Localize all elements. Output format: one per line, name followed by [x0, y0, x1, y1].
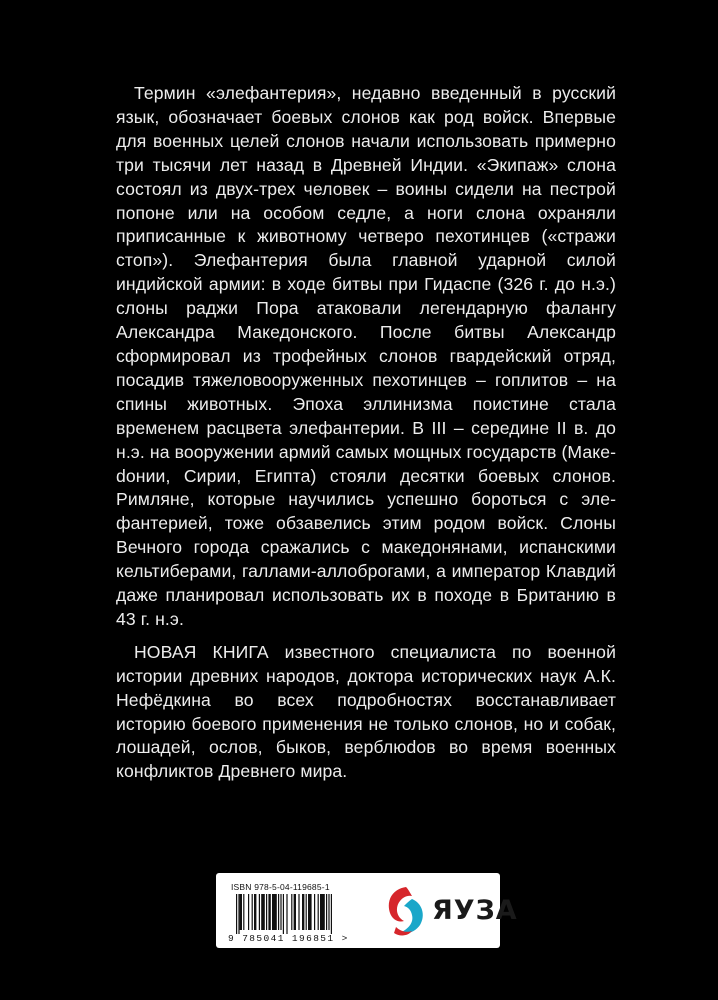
annotation-paragraph-2: НОВАЯ КНИГА известного специалиста по военной истории древних народов, доктора исторических наук А.К. Нефёдкина во всех подробностях восстанавливает историю боевого применения не только слонов, но и собак, лошадей, ослов, быков, верблюdов во время военных конфликтов Древнего мира.: [116, 641, 616, 782]
barcode-bar: [254, 894, 256, 930]
barcode-bar: [259, 894, 260, 930]
publisher-logo: [382, 883, 518, 939]
barcode-bar: [306, 894, 307, 930]
barcode-bar: [283, 894, 284, 934]
barcode-bar: [243, 894, 244, 930]
barcode-bar: [320, 894, 325, 930]
book-annotation: [116, 82, 616, 784]
barcode-bar: [294, 894, 296, 930]
barcode-bar: [318, 894, 319, 930]
barcode-bar: [331, 894, 332, 934]
barcode-bar: [248, 894, 249, 930]
barcode-bar: [272, 894, 277, 930]
barcode-bar: [261, 894, 265, 930]
barcode-bar: [266, 894, 267, 930]
barcode-bar: [240, 894, 242, 930]
barcode-bar: [252, 894, 253, 930]
barcode-digits: 9 785041 196851 >: [228, 933, 349, 944]
barcode-bar: [268, 894, 270, 930]
publisher-name: ЯУЗА: [432, 895, 518, 926]
barcode-bar: [308, 894, 312, 930]
isbn-label: ISBN 978-5-04-119685-1: [231, 882, 330, 892]
barcode-bar: [236, 894, 237, 934]
barcode-bar: [314, 894, 315, 930]
barcode-panel: [216, 873, 518, 948]
barcode-bar: [286, 894, 287, 934]
barcode-bar: [298, 894, 299, 930]
barcode-bar: [280, 894, 281, 930]
barcode-icon: [234, 894, 370, 934]
barcode-bar: [238, 894, 239, 934]
publisher-emblem-icon: [382, 883, 430, 939]
barcode-bar: [291, 894, 292, 930]
barcode-bar: [326, 894, 327, 930]
barcode-bar: [328, 894, 329, 930]
annotation-paragraph-1: Термин «элефантерия», недавно введенный в русский язык, обозначает боевых слонов как род войск. Впервые для военных целей слонов начали использовать примерно три тысячи лет назад в Древней Индии. «Экипаж» слона состоял из двух-трех человек – воины сидели на пестрой попоне или на особом седле, а ноги слона охраняли приписанные к животному четверо пехотинцев («стражи стоп»). Элефантерия была главной ударной силой индийской армии: в ходе битвы при Гидаспе (326 г. до н.э.) слоны раджи Пора атаковали легендарную фалангу Александра Македонского. После битвы Александр сформировал из трофейных слонов гвардейский отряд, посадив тяжеловооруженных пехотинцев – гоплитов – на спины животных. Эпоха эллинизма поистине стала временем расцвета элефантерии. В III – середине II в. до н.э. на вооружении армий самых мощных государств (Макеdонии, Сирии, Египта) стояли десятки боевых слонов. Римляне, которые научились успешно бороться с элефантерией, тоже обзавелись этим родом войск. Слоны Вечного города сражались с македонянами, испанскими кельтиберами, галлами-аллоброгами, а император Клавдий даже планировал использовать их в походе в Британию в 43 г. н.э.: [116, 83, 616, 629]
barcode-bar: [278, 894, 279, 930]
barcode-bar: [302, 894, 304, 930]
